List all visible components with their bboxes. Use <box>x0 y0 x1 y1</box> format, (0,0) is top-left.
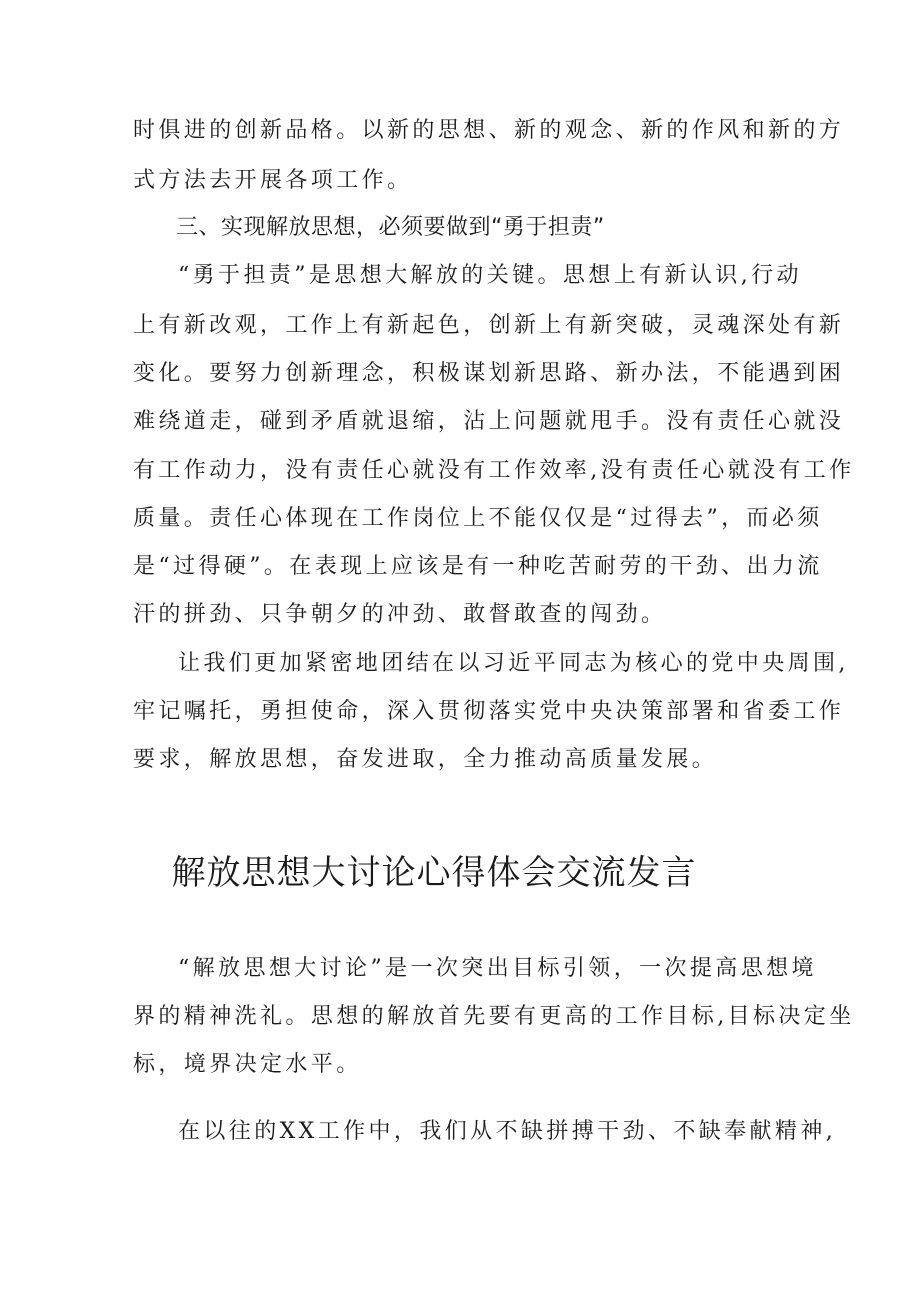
body-text-line: 让我们更加紧密地团结在以习近平同志为核心的党中央周围, <box>178 651 849 676</box>
body-text-line: 难绕道走，碰到矛盾就退缩，沾上问题就甩手。没有责任心就没 <box>133 409 845 434</box>
body-text-line: “解放思想大讨论”是一次突出目标引领，一次提高思想境 <box>178 956 817 981</box>
body-text-line: 在以往的XX工作中，我们从不缺拼搏干劲、不缺奉献精神, <box>178 1119 837 1144</box>
body-text-line: 式方法去开展各项工作。 <box>133 168 413 193</box>
body-text-line: 界的精神洗礼。思想的解放首先要有更高的工作目标,目标决定坐 <box>133 1004 855 1029</box>
body-text-line: “勇于担责”是思想大解放的关键。思想上有新认识,行动 <box>178 263 802 288</box>
body-text-line: 有工作动力，没有责任心就没有工作效率,没有责任心就没有工作 <box>133 458 855 483</box>
body-text-line: 时俱进的创新品格。以新的思想、新的观念、新的作风和新的方 <box>133 118 845 143</box>
body-text-line: 上有新改观，工作上有新起色，创新上有新突破，灵魂深处有新 <box>133 313 845 338</box>
body-text-line: 汗的拼劲、只争朝夕的冲劲、敢督敢查的闯劲。 <box>133 602 667 627</box>
body-text-line: 要求，解放思想，奋发进取，全力推动高质量发展。 <box>133 747 718 772</box>
body-text-line: 变化。要努力创新理念，积极谋划新思路、新办法，不能遇到困 <box>133 361 845 386</box>
body-text-line: 是“过得硬”。在表现上应该是有一种吃苦耐劳的干劲、出力流 <box>133 554 823 579</box>
body-text-line: 牢记嘱托，勇担使命，深入贯彻落实党中央决策部署和省委工作 <box>133 699 845 724</box>
body-text-line: 质量。责任心体现在工作岗位上不能仅仅是“过得去”，而必须 <box>133 506 823 531</box>
article-title: 解放思想大讨论心得体会交流发言 <box>171 853 697 893</box>
body-text-line: 标，境界决定水平。 <box>133 1052 362 1077</box>
section-heading: 三、实现解放思想，必须要做到“勇于担责” <box>176 215 605 240</box>
